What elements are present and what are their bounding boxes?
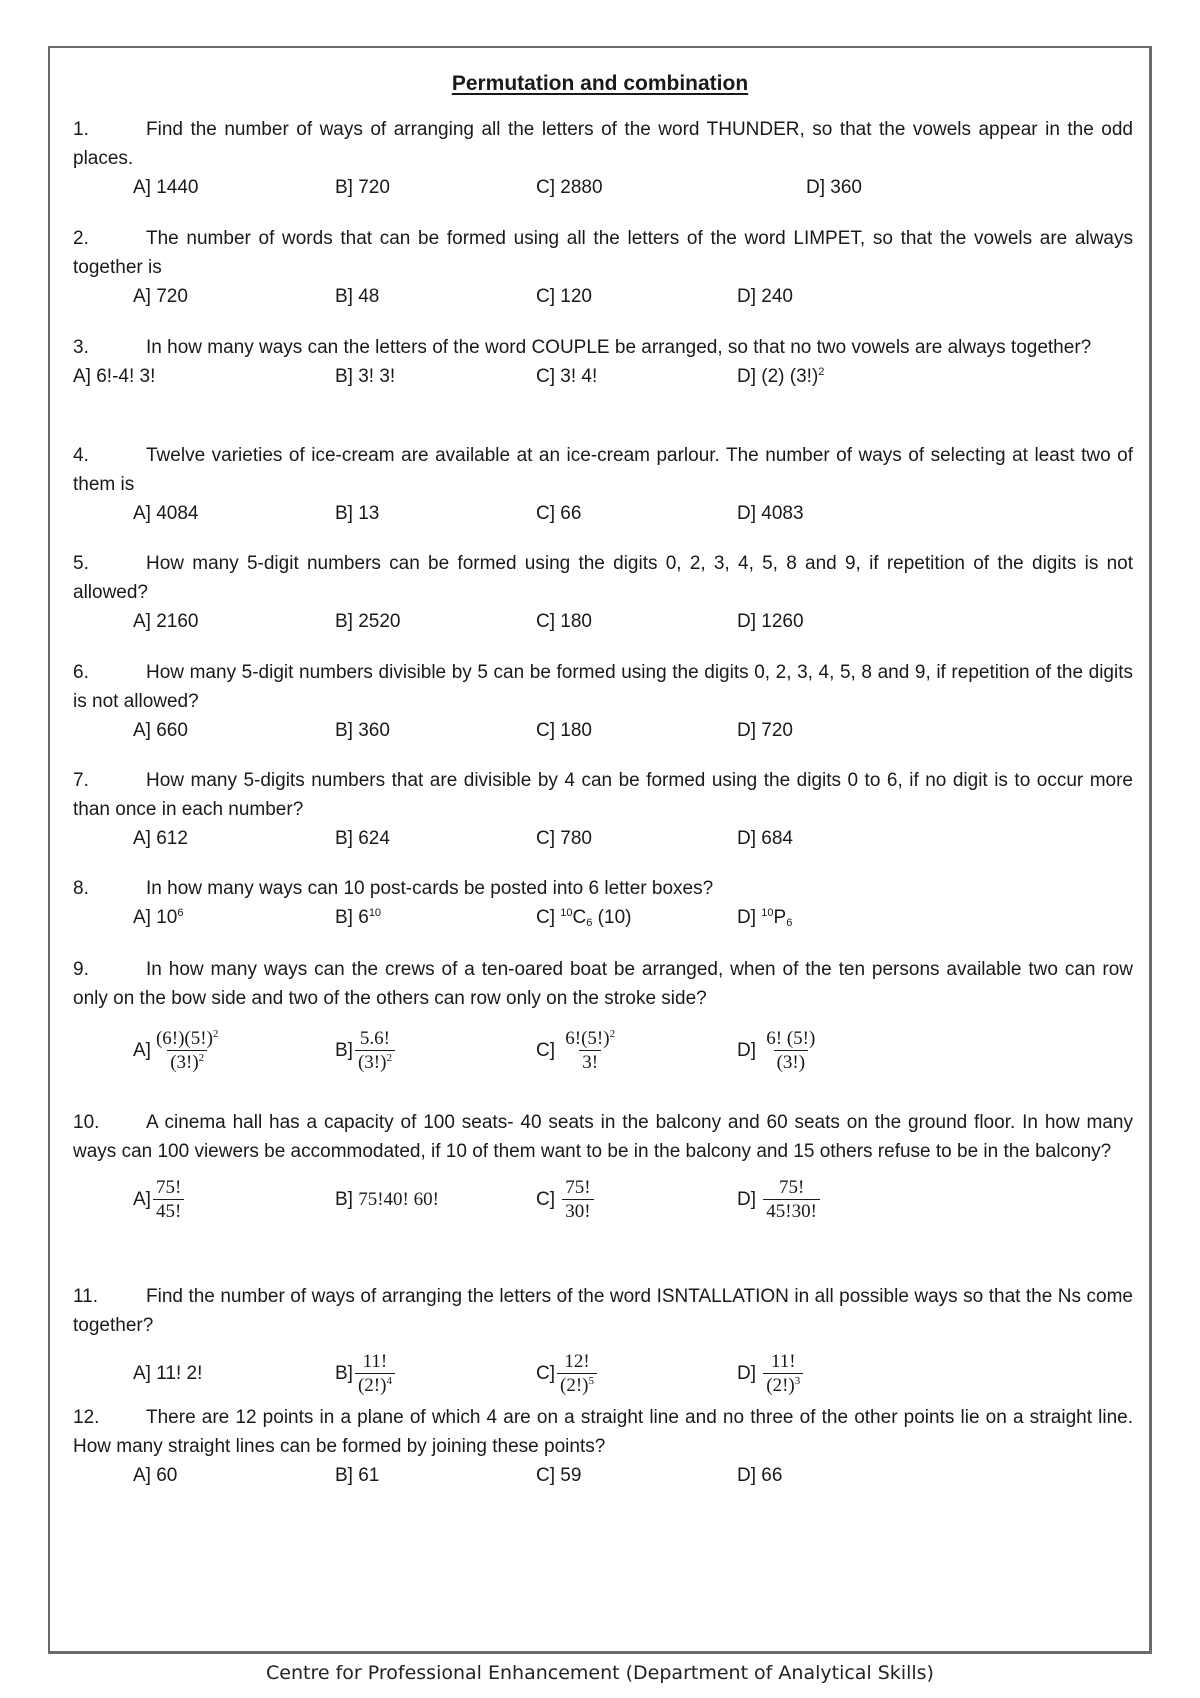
question-7 (73, 766, 1133, 853)
option-d[interactable]: D] $\frac{11!}{(2!)^3}$ (737, 1342, 803, 1404)
option-b[interactable]: B] 3! 3! (335, 366, 396, 387)
question-number: 6. (73, 662, 89, 683)
question-text: Find the number of ways of arranging all the letters of the word THUNDER, so that the vowels appear in the odd places. (73, 119, 1133, 169)
fraction: $\frac{6! (5!)}{(3!)}$ (766, 1027, 816, 1073)
options-row (73, 824, 1133, 853)
option-a[interactable]: A] 2160 (133, 611, 199, 632)
options-row (73, 499, 1133, 528)
options-row (73, 173, 1133, 202)
options-row (73, 1168, 1133, 1230)
option-d[interactable]: D] 360 (806, 177, 862, 198)
question-1 (73, 115, 1133, 202)
fraction: $\frac{12!}{(2!)^5}$ (557, 1350, 597, 1397)
question-number: 2. (73, 228, 89, 249)
option-a[interactable]: A] 720 (133, 286, 188, 307)
options-row (73, 716, 1133, 745)
option-a[interactable]: A] $\frac{75!}{45!}$ (133, 1168, 184, 1230)
option-b[interactable]: B] $\frac{11!}{(2!)^4}$ (335, 1342, 395, 1404)
question-10 (73, 1108, 1133, 1230)
question-number: 12. (73, 1407, 100, 1428)
option-c[interactable]: C] 3! 4! (536, 366, 598, 387)
option-d[interactable]: D] 1260 (737, 611, 804, 632)
question-number: 9. (73, 959, 89, 980)
question-4 (73, 441, 1133, 528)
options-row (73, 362, 1133, 391)
option-b[interactable]: B] $6^{10}$ (335, 907, 382, 928)
option-c[interactable]: C] 2880 (536, 177, 603, 198)
question-11 (73, 1282, 1133, 1404)
fraction: $\frac{6!(5!)^2}{3!}$ (565, 1027, 616, 1073)
question-12 (73, 1403, 1133, 1490)
question-number: 4. (73, 445, 89, 466)
option-a[interactable]: A] 4084 (133, 503, 199, 524)
fraction: $\frac{(6!)(5!)^2}{(3!)^2}$ (155, 1027, 219, 1073)
option-b[interactable]: B] 48 (335, 286, 380, 307)
fraction: $\frac{11!}{(2!)^4}$ (355, 1350, 395, 1397)
question-text: How many 5-digit numbers can be formed using the digits 0, 2, 3, 4, 5, 8 and 9, if repetition of the digits is not allowed? (73, 553, 1133, 603)
question-number: 11. (73, 1286, 99, 1307)
option-a[interactable]: A] 60 (133, 1465, 178, 1486)
option-c[interactable]: C] 120 (536, 286, 592, 307)
options-row (73, 1461, 1133, 1490)
question-number: 8. (73, 878, 89, 899)
option-d[interactable]: D] $^{10}P_6$ (737, 907, 793, 929)
option-d[interactable]: D] (2) $(3!)^2$ (737, 366, 825, 387)
option-c[interactable]: C] 66 (536, 503, 582, 524)
question-8 (73, 874, 1133, 932)
question-text: In how many ways can the letters of the word COUPLE be arranged, so that no two vowels are always together? (146, 337, 1092, 358)
fraction: $\frac{5.6!}{(3!)^2}$ (355, 1027, 395, 1074)
fraction: $\frac{75!}{30!}$ (562, 1176, 593, 1223)
question-9 (73, 955, 1133, 1081)
option-c[interactable]: C] 180 (536, 720, 592, 741)
option-a[interactable]: A] $10^6$ (133, 907, 184, 928)
option-b[interactable]: B] 13 (335, 503, 380, 524)
question-text: A cinema hall has a capacity of 100 seats- 40 seats in the balcony and 60 seats on the ground floor. In how many ways can 100 viewers be accommodated, if 10 of them want to be in the balcony and 15 others refuse to be in the balcony? (73, 1112, 1133, 1162)
option-b[interactable]: B] 61 (335, 1465, 380, 1486)
option-b[interactable]: B] $\frac{5.6!}{(3!)^2}$ (335, 1019, 395, 1081)
question-text: In how many ways can 10 post-cards be posted into 6 letter boxes? (146, 878, 714, 899)
option-a[interactable]: A] 6!-4! 3! (73, 366, 156, 387)
question-number: 7. (73, 770, 89, 791)
option-b[interactable]: B] 2520 (335, 611, 401, 632)
question-3 (73, 333, 1133, 391)
options-row (73, 607, 1133, 636)
fraction: $\frac{75!}{45!30!}$ (763, 1176, 820, 1223)
option-d[interactable]: D] 240 (737, 286, 793, 307)
options-row (73, 282, 1133, 311)
fraction: $\frac{11!}{(2!)^3}$ (763, 1350, 803, 1397)
question-text: In how many ways can the crews of a ten-oared boat be arranged, when of the ten persons available two can row only on the bow side and two of the others can row only on the stroke side? (73, 959, 1133, 1009)
option-a[interactable]: A] $\frac{(6!)(5!)^2}{(3!)^2}$ (133, 1019, 221, 1081)
question-text: The number of words that can be formed using all the letters of the word LIMPET, so that the vowels are always together is (73, 228, 1133, 278)
question-2 (73, 224, 1133, 311)
option-c[interactable]: C] $\frac{6!(5!)^2}{3!}$ (536, 1019, 618, 1081)
option-b[interactable]: B] 360 (335, 720, 390, 741)
options-row (73, 903, 1133, 932)
option-c[interactable]: C] 180 (536, 611, 592, 632)
option-c[interactable]: C] $^{10}C_6$ (10) (536, 907, 632, 929)
question-5 (73, 549, 1133, 636)
option-a[interactable]: A] 612 (133, 828, 188, 849)
option-c[interactable]: C] $\frac{75!}{30!}$ (536, 1168, 594, 1230)
question-number: 1. (73, 119, 89, 140)
question-number: 3. (73, 337, 89, 358)
fraction: $\frac{75!}{45!}$ (153, 1176, 184, 1223)
page-footer: Centre for Professional Enhancement (Department of Analytical Skills) (266, 1662, 934, 1684)
question-text: How many 5-digit numbers divisible by 5 can be formed using the digits 0, 2, 3, 4, 5, 8 and 9, if repetition of the digits is not allowed? (73, 662, 1133, 712)
option-c[interactable]: C] 59 (536, 1465, 582, 1486)
option-c[interactable]: C] $\frac{12!}{(2!)^5}$ (536, 1342, 597, 1404)
option-d[interactable]: D] 684 (737, 828, 793, 849)
option-a[interactable]: A] 11! 2! (133, 1362, 203, 1384)
options-row (73, 1342, 1133, 1404)
question-6 (73, 658, 1133, 745)
option-a[interactable]: A] 1440 (133, 177, 199, 198)
option-c[interactable]: C] 780 (536, 828, 592, 849)
options-row (73, 1019, 1133, 1081)
option-d[interactable]: D] 66 (737, 1465, 783, 1486)
option-a[interactable]: A] 660 (133, 720, 188, 741)
question-text: There are 12 points in a plane of which 4 are on a straight line and no three of the other points lie on a straight line. How many straight lines can be formed by joining these points? (73, 1407, 1133, 1457)
option-b[interactable]: B] 624 (335, 828, 390, 849)
option-b[interactable]: B] 720 (335, 177, 390, 198)
option-b[interactable]: B] 75!40! 60! (335, 1188, 439, 1210)
question-number: 5. (73, 553, 89, 574)
page-title: Permutation and combination (451, 72, 749, 95)
option-d[interactable]: D] $\frac{6! (5!)}{(3!)}$ (737, 1019, 818, 1081)
option-d[interactable]: D] $\frac{75!}{45!30!}$ (737, 1168, 820, 1230)
question-text: Find the number of ways of arranging the letters of the word ISNTALLATION in all possible ways so that the Ns come together? (73, 1286, 1133, 1336)
option-d[interactable]: D] 720 (737, 720, 793, 741)
question-text: Twelve varieties of ice-cream are available at an ice-cream parlour. The number of ways of selecting at least two of them is (73, 445, 1133, 495)
option-d[interactable]: D] 4083 (737, 503, 804, 524)
question-text: How many 5-digits numbers that are divisible by 4 can be formed using the digits 0 to 6, if no digit is to occur more than once in each number? (73, 770, 1133, 820)
question-number: 10. (73, 1112, 100, 1133)
